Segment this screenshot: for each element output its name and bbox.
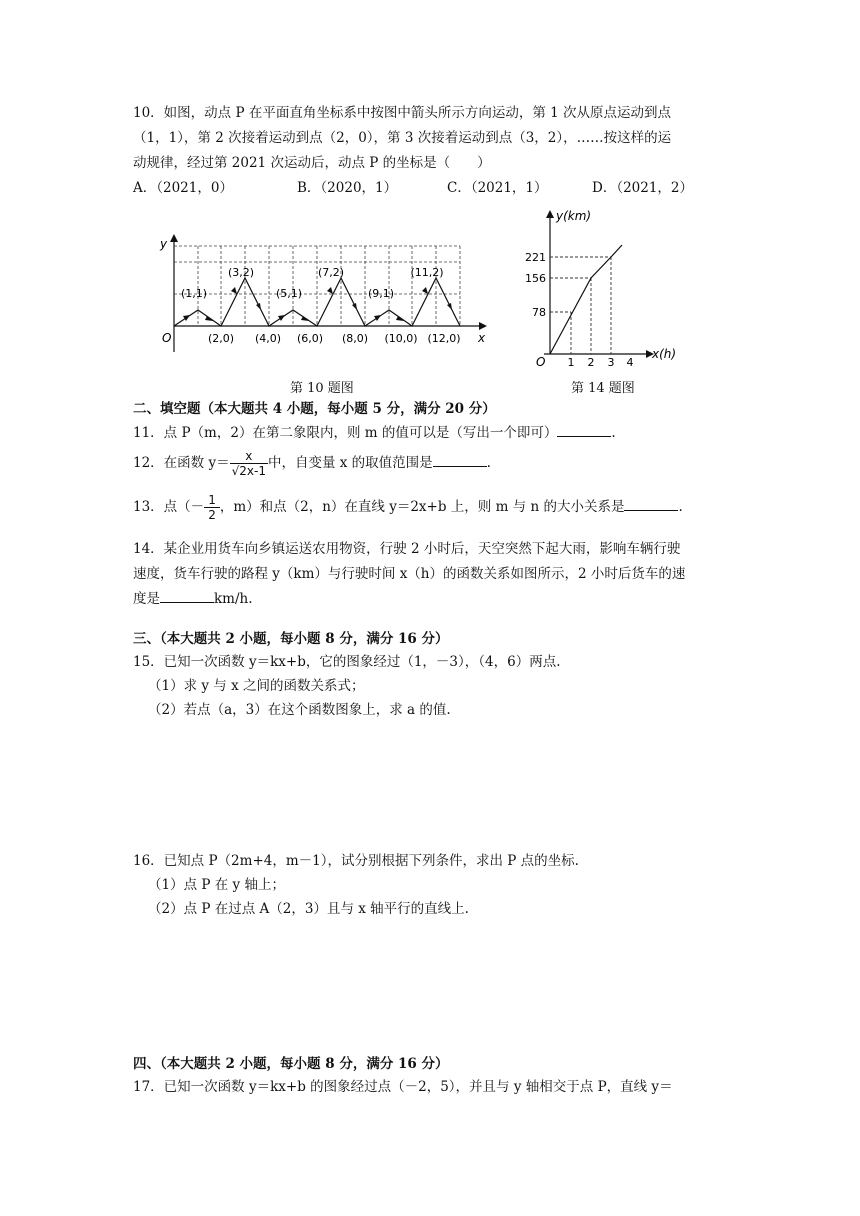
figure-10-top-labels xyxy=(181,266,444,300)
q10-line-1: 10．如图，动点 P 在平面直角坐标系中按图中箭头所示方向运动，第 1 次从原点运动到点 xyxy=(133,105,672,121)
q14-post: km/h. xyxy=(214,591,253,607)
figure-14-distance-time-graph xyxy=(516,200,686,370)
x-tick-4: 4 xyxy=(626,356,634,369)
q11-end: . xyxy=(611,425,616,441)
figure-14-y-ticks xyxy=(525,251,546,319)
figure-10-y-arrow-icon xyxy=(170,234,178,242)
point-label-8-0: (8,0) xyxy=(341,332,369,345)
q12-end: . xyxy=(486,455,491,471)
point-label-12-0: (12,0) xyxy=(427,332,461,345)
q10-line-3: 动规律，经过第 2021 次运动后，动点 P 的坐标是（ ） xyxy=(133,155,491,171)
q15-sub-1: （1）求 y 与 x 之间的函数关系式； xyxy=(148,678,365,694)
q10-line-2: （1，1），第 2 次接着运动到点（2，0），第 3 次接着运动到点（3，2），……按这样的运 xyxy=(133,130,672,146)
q13-answer-blank xyxy=(624,498,678,511)
section-3-heading: 三、（本大题共 2 小题，每小题 8 分，满分 16 分） xyxy=(133,631,449,647)
q14-pre: 度是 xyxy=(133,591,160,607)
q14-line-3 xyxy=(133,590,253,608)
figure-14-guides xyxy=(550,257,611,354)
figure-10-x-arrow-icon xyxy=(479,322,487,330)
q10-option-c: C．（2021，1） xyxy=(447,180,548,196)
figure-10-bottom-labels xyxy=(208,332,461,345)
point-label-5-1: (5,1) xyxy=(275,287,303,300)
x-tick-2: 2 xyxy=(587,356,595,369)
figure-14-y-label: y(km) xyxy=(556,209,592,223)
q10-option-d: D．（2021，2） xyxy=(592,180,694,196)
point-label-3-2: (3,2) xyxy=(227,266,255,279)
figure-10-caption: 第 10 题图 xyxy=(290,381,354,396)
section-2-heading: 二、填空题（本大题共 4 小题，每小题 5 分，满分 20 分） xyxy=(133,401,496,417)
y-tick-221: 221 xyxy=(525,251,546,264)
q15-sub-2: （2）若点（a，3）在这个函数图象上，求 a 的值. xyxy=(148,702,451,718)
q13 xyxy=(133,492,683,522)
point-label-7-2: (7,2) xyxy=(317,266,345,279)
q15-line-1: 15．已知一次函数 y＝kx+b，它的图象经过（1，－3），（4，6）两点. xyxy=(133,654,561,670)
q12 xyxy=(133,448,491,478)
q14-line-1: 14．某企业用货车向乡镇运送农用物资，行驶 2 小时后，天空突然下起大雨，影响车辆行驶 xyxy=(133,541,681,557)
q11 xyxy=(133,424,616,442)
q12-pre: 12．在函数 y＝ xyxy=(133,455,230,471)
point-label-4-0: (4,0) xyxy=(254,332,282,345)
figure-10-x-label: x xyxy=(478,331,486,345)
figure-14-y-arrow-icon xyxy=(546,210,554,218)
q10-option-b: B．（2020，1） xyxy=(297,180,398,196)
point-label-9-1: (9,1) xyxy=(367,287,395,300)
q12-denominator: √2x-1 xyxy=(231,464,266,478)
q12-post: 中，自变量 x 的取值范围是 xyxy=(267,455,433,471)
figure-10-y-label: y xyxy=(160,237,168,251)
q14-answer-blank xyxy=(160,590,214,603)
q13-pre: 13．点（－ xyxy=(133,499,205,515)
x-tick-3: 3 xyxy=(607,356,615,369)
q12-numerator: x xyxy=(230,449,268,464)
q13-numerator: 1 xyxy=(204,493,220,508)
q13-fraction xyxy=(204,493,220,522)
section-4-heading: 四、（本大题共 2 小题，每小题 8 分，满分 16 分） xyxy=(133,1056,449,1072)
y-tick-156: 156 xyxy=(525,272,546,285)
q11-text: 11．点 P（m，2）在第二象限内，则 m 的值可以是（写出一个即可） xyxy=(133,425,558,441)
q16-sub-1: （1）点 P 在 y 轴上； xyxy=(148,877,285,893)
y-tick-78: 78 xyxy=(532,306,546,319)
point-label-6-0: (6,0) xyxy=(296,332,324,345)
q11-answer-blank xyxy=(557,424,611,437)
q12-fraction xyxy=(230,449,268,478)
figure-10-grid xyxy=(174,246,460,326)
q13-denominator: 2 xyxy=(208,508,216,522)
point-label-10-0: (10,0) xyxy=(384,332,418,345)
figure-14-x-label: x(h) xyxy=(652,347,677,361)
q13-end: . xyxy=(678,499,683,515)
q12-answer-blank xyxy=(433,454,487,467)
q16-line-1: 16．已知点 P（2m+4，m－1），试分别根据下列条件，求出 P 点的坐标. xyxy=(133,853,579,869)
x-tick-1: 1 xyxy=(567,356,575,369)
figure-14-origin-label: O xyxy=(536,355,546,369)
figure-14-caption: 第 14 题图 xyxy=(571,381,635,396)
point-label-2-0: (2,0) xyxy=(207,332,235,345)
figure-10-zigzag-graph xyxy=(150,232,495,360)
q16-sub-2: （2）点 P 在过点 A（2，3）且与 x 轴平行的直线上. xyxy=(148,901,469,917)
point-label-1-1: (1,1) xyxy=(180,287,208,300)
point-label-11-2: (11,2) xyxy=(410,266,444,279)
q17-line-1: 17．已知一次函数 y＝kx+b 的图象经过点（－2，5），并且与 y 轴相交于点 P，直线 y＝ xyxy=(133,1079,673,1095)
figure-10-origin-label: O xyxy=(162,331,172,345)
q10-option-a: A．（2021，0） xyxy=(133,180,233,196)
q13-post: ，m）和点（2，n）在直线 y＝2x+b 上，则 m 与 n 的大小关系是 xyxy=(219,499,625,515)
q14-line-2: 速度，货车行驶的路程 y（km）与行驶时间 x（h）的函数关系如图所示，2 小时后货车的速 xyxy=(133,566,686,582)
figure-14-x-ticks xyxy=(568,356,634,369)
